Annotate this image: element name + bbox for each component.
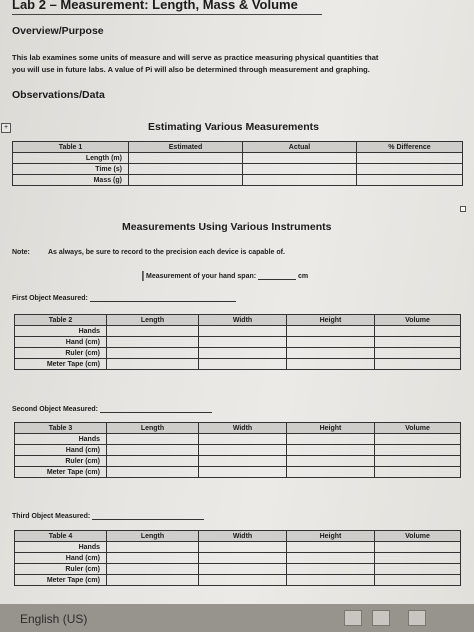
length-header: Length — [107, 315, 199, 326]
table-cell[interactable] — [357, 164, 463, 175]
width-header: Width — [199, 315, 287, 326]
table-row — [15, 326, 461, 337]
table-row — [15, 456, 461, 467]
table-cell[interactable] — [107, 445, 199, 456]
third-object-prompt — [12, 511, 204, 520]
table-cell[interactable] — [287, 553, 375, 564]
table-cell[interactable] — [287, 575, 375, 586]
table-cell[interactable] — [375, 467, 461, 478]
table-cell[interactable] — [199, 434, 287, 445]
row-label-hand-cm: Hand (cm) — [15, 445, 107, 456]
table-cell[interactable] — [199, 337, 287, 348]
table-cell[interactable] — [199, 326, 287, 337]
volume-header: Volume — [375, 423, 461, 434]
table-row — [15, 445, 461, 456]
table-cell[interactable] — [107, 564, 199, 575]
table-row — [15, 359, 461, 370]
overview-heading: Overview/Purpose — [12, 25, 104, 37]
hand-span-unit: cm — [297, 273, 309, 280]
table-cell[interactable] — [375, 348, 461, 359]
table-cell[interactable] — [199, 564, 287, 575]
table-cell[interactable] — [129, 164, 243, 175]
first-object-prompt — [12, 293, 236, 302]
observations-heading: Observations/Data — [12, 89, 105, 101]
table-3 — [14, 422, 461, 478]
table-resize-handle[interactable] — [460, 206, 466, 212]
height-header: Height — [287, 423, 375, 434]
row-label-meter-tape-cm: Meter Tape (cm) — [15, 467, 107, 478]
table-3-label: Table 3 — [15, 423, 107, 434]
table-row — [13, 175, 463, 186]
table-cell[interactable] — [107, 575, 199, 586]
table-cell[interactable] — [107, 467, 199, 478]
table-cell[interactable] — [287, 326, 375, 337]
table-cell[interactable] — [287, 445, 375, 456]
table-cell[interactable] — [129, 153, 243, 164]
table-2-header-row — [15, 315, 461, 326]
row-label-hands: Hands — [15, 326, 107, 337]
percent-difference-header: % Difference — [357, 142, 463, 153]
row-label-hand-cm: Hand (cm) — [15, 553, 107, 564]
table-row — [15, 434, 461, 445]
length-header: Length — [107, 531, 199, 542]
table-cell[interactable] — [243, 164, 357, 175]
table-cell[interactable] — [107, 326, 199, 337]
third-object-blank[interactable] — [92, 511, 204, 520]
row-label-ruler-cm: Ruler (cm) — [15, 348, 107, 359]
row-label-ruler-cm: Ruler (cm) — [15, 456, 107, 467]
table-cell[interactable] — [243, 175, 357, 186]
height-header: Height — [287, 315, 375, 326]
table-cell[interactable] — [375, 326, 461, 337]
table-cell[interactable] — [107, 542, 199, 553]
row-label-hand-cm: Hand (cm) — [15, 337, 107, 348]
row-label-hands: Hands — [15, 434, 107, 445]
volume-header: Volume — [375, 531, 461, 542]
table-4 — [14, 530, 461, 586]
table-cell[interactable] — [107, 456, 199, 467]
print-layout-icon[interactable] — [372, 610, 390, 626]
table-cell[interactable] — [287, 337, 375, 348]
height-header: Height — [287, 531, 375, 542]
table-row — [15, 467, 461, 478]
table-1-header-row — [13, 142, 463, 153]
table-cell[interactable] — [199, 575, 287, 586]
second-object-blank[interactable] — [100, 404, 212, 413]
hand-span-prompt — [146, 271, 308, 280]
second-object-label: Second Object Measured: — [12, 406, 98, 413]
table-cell[interactable] — [287, 456, 375, 467]
table-cell[interactable] — [199, 348, 287, 359]
table-3-header-row — [15, 423, 461, 434]
table-row — [15, 575, 461, 586]
table-cell[interactable] — [107, 434, 199, 445]
width-header: Width — [199, 423, 287, 434]
row-label-ruler-cm: Ruler (cm) — [15, 564, 107, 575]
overview-line-2: you will use in future labs. A value of Pi will also be determined through measurement and graphing. — [12, 65, 370, 74]
document-title: Lab 2 – Measurement: Length, Mass & Volume — [12, 0, 298, 12]
third-object-label: Third Object Measured: — [12, 513, 91, 520]
table-4-label: Table 4 — [15, 531, 107, 542]
table-1 — [12, 141, 463, 186]
table-cell[interactable] — [375, 337, 461, 348]
row-label-meter-tape-cm: Meter Tape (cm) — [15, 575, 107, 586]
table-cell[interactable] — [357, 153, 463, 164]
table-row — [15, 542, 461, 553]
row-label-length: Length (m) — [13, 153, 129, 164]
table-cell[interactable] — [287, 564, 375, 575]
actual-header: Actual — [243, 142, 357, 153]
hand-span-blank[interactable] — [258, 271, 296, 280]
table-move-handle-icon[interactable]: + — [1, 123, 11, 133]
status-bar — [0, 604, 474, 632]
table-cell[interactable] — [199, 467, 287, 478]
text-cursor-icon: I — [141, 270, 145, 285]
note-label: Note: — [12, 249, 30, 256]
hand-span-label: Measurement of your hand span: — [146, 273, 257, 280]
table-cell[interactable] — [107, 348, 199, 359]
first-object-blank[interactable] — [90, 293, 236, 302]
row-label-mass: Mass (g) — [13, 175, 129, 186]
table-cell[interactable] — [199, 445, 287, 456]
table-4-header-row — [15, 531, 461, 542]
first-object-label: First Object Measured: — [12, 295, 88, 302]
table-cell[interactable] — [375, 434, 461, 445]
language-indicator[interactable]: English (US) — [20, 612, 88, 626]
table-cell[interactable] — [375, 575, 461, 586]
table-cell[interactable] — [287, 359, 375, 370]
table-cell[interactable] — [199, 359, 287, 370]
row-label-time: Time (s) — [13, 164, 129, 175]
title-underline — [12, 14, 322, 15]
table-cell[interactable] — [375, 359, 461, 370]
table-2-label: Table 2 — [15, 315, 107, 326]
row-label-hands: Hands — [15, 542, 107, 553]
table-2 — [14, 314, 461, 370]
width-header: Width — [199, 531, 287, 542]
table-row — [15, 337, 461, 348]
table-cell[interactable] — [375, 445, 461, 456]
table-cell[interactable] — [287, 467, 375, 478]
read-mode-icon[interactable] — [344, 610, 362, 626]
table-1-label: Table 1 — [13, 142, 129, 153]
table-cell[interactable] — [243, 153, 357, 164]
table-cell[interactable] — [375, 542, 461, 553]
table-cell[interactable] — [107, 337, 199, 348]
table-cell[interactable] — [107, 553, 199, 564]
table-row — [13, 153, 463, 164]
table-row — [13, 164, 463, 175]
table-cell[interactable] — [375, 456, 461, 467]
overview-line-1: This lab examines some units of measure and will serve as practice measuring physical quantities that — [12, 53, 379, 62]
table-cell[interactable] — [199, 553, 287, 564]
volume-header: Volume — [375, 315, 461, 326]
table-row — [15, 564, 461, 575]
row-label-meter-tape-cm: Meter Tape (cm) — [15, 359, 107, 370]
table-cell[interactable] — [129, 175, 243, 186]
second-object-prompt — [12, 404, 212, 413]
table-cell[interactable] — [375, 564, 461, 575]
table-cell[interactable] — [199, 456, 287, 467]
estimated-header: Estimated — [129, 142, 243, 153]
table-row — [15, 348, 461, 359]
table-cell[interactable] — [287, 542, 375, 553]
web-layout-icon[interactable] — [408, 610, 426, 626]
length-header: Length — [107, 423, 199, 434]
table-cell[interactable] — [375, 553, 461, 564]
table-row — [15, 553, 461, 564]
instruments-heading: Measurements Using Various Instruments — [122, 221, 332, 233]
table-cell[interactable] — [199, 542, 287, 553]
table-cell[interactable] — [287, 434, 375, 445]
table-cell[interactable] — [107, 359, 199, 370]
estimating-heading: Estimating Various Measurements — [148, 121, 319, 133]
table-cell[interactable] — [287, 348, 375, 359]
note-text: As always, be sure to record to the precision each device is capable of. — [48, 249, 285, 256]
table-cell[interactable] — [357, 175, 463, 186]
